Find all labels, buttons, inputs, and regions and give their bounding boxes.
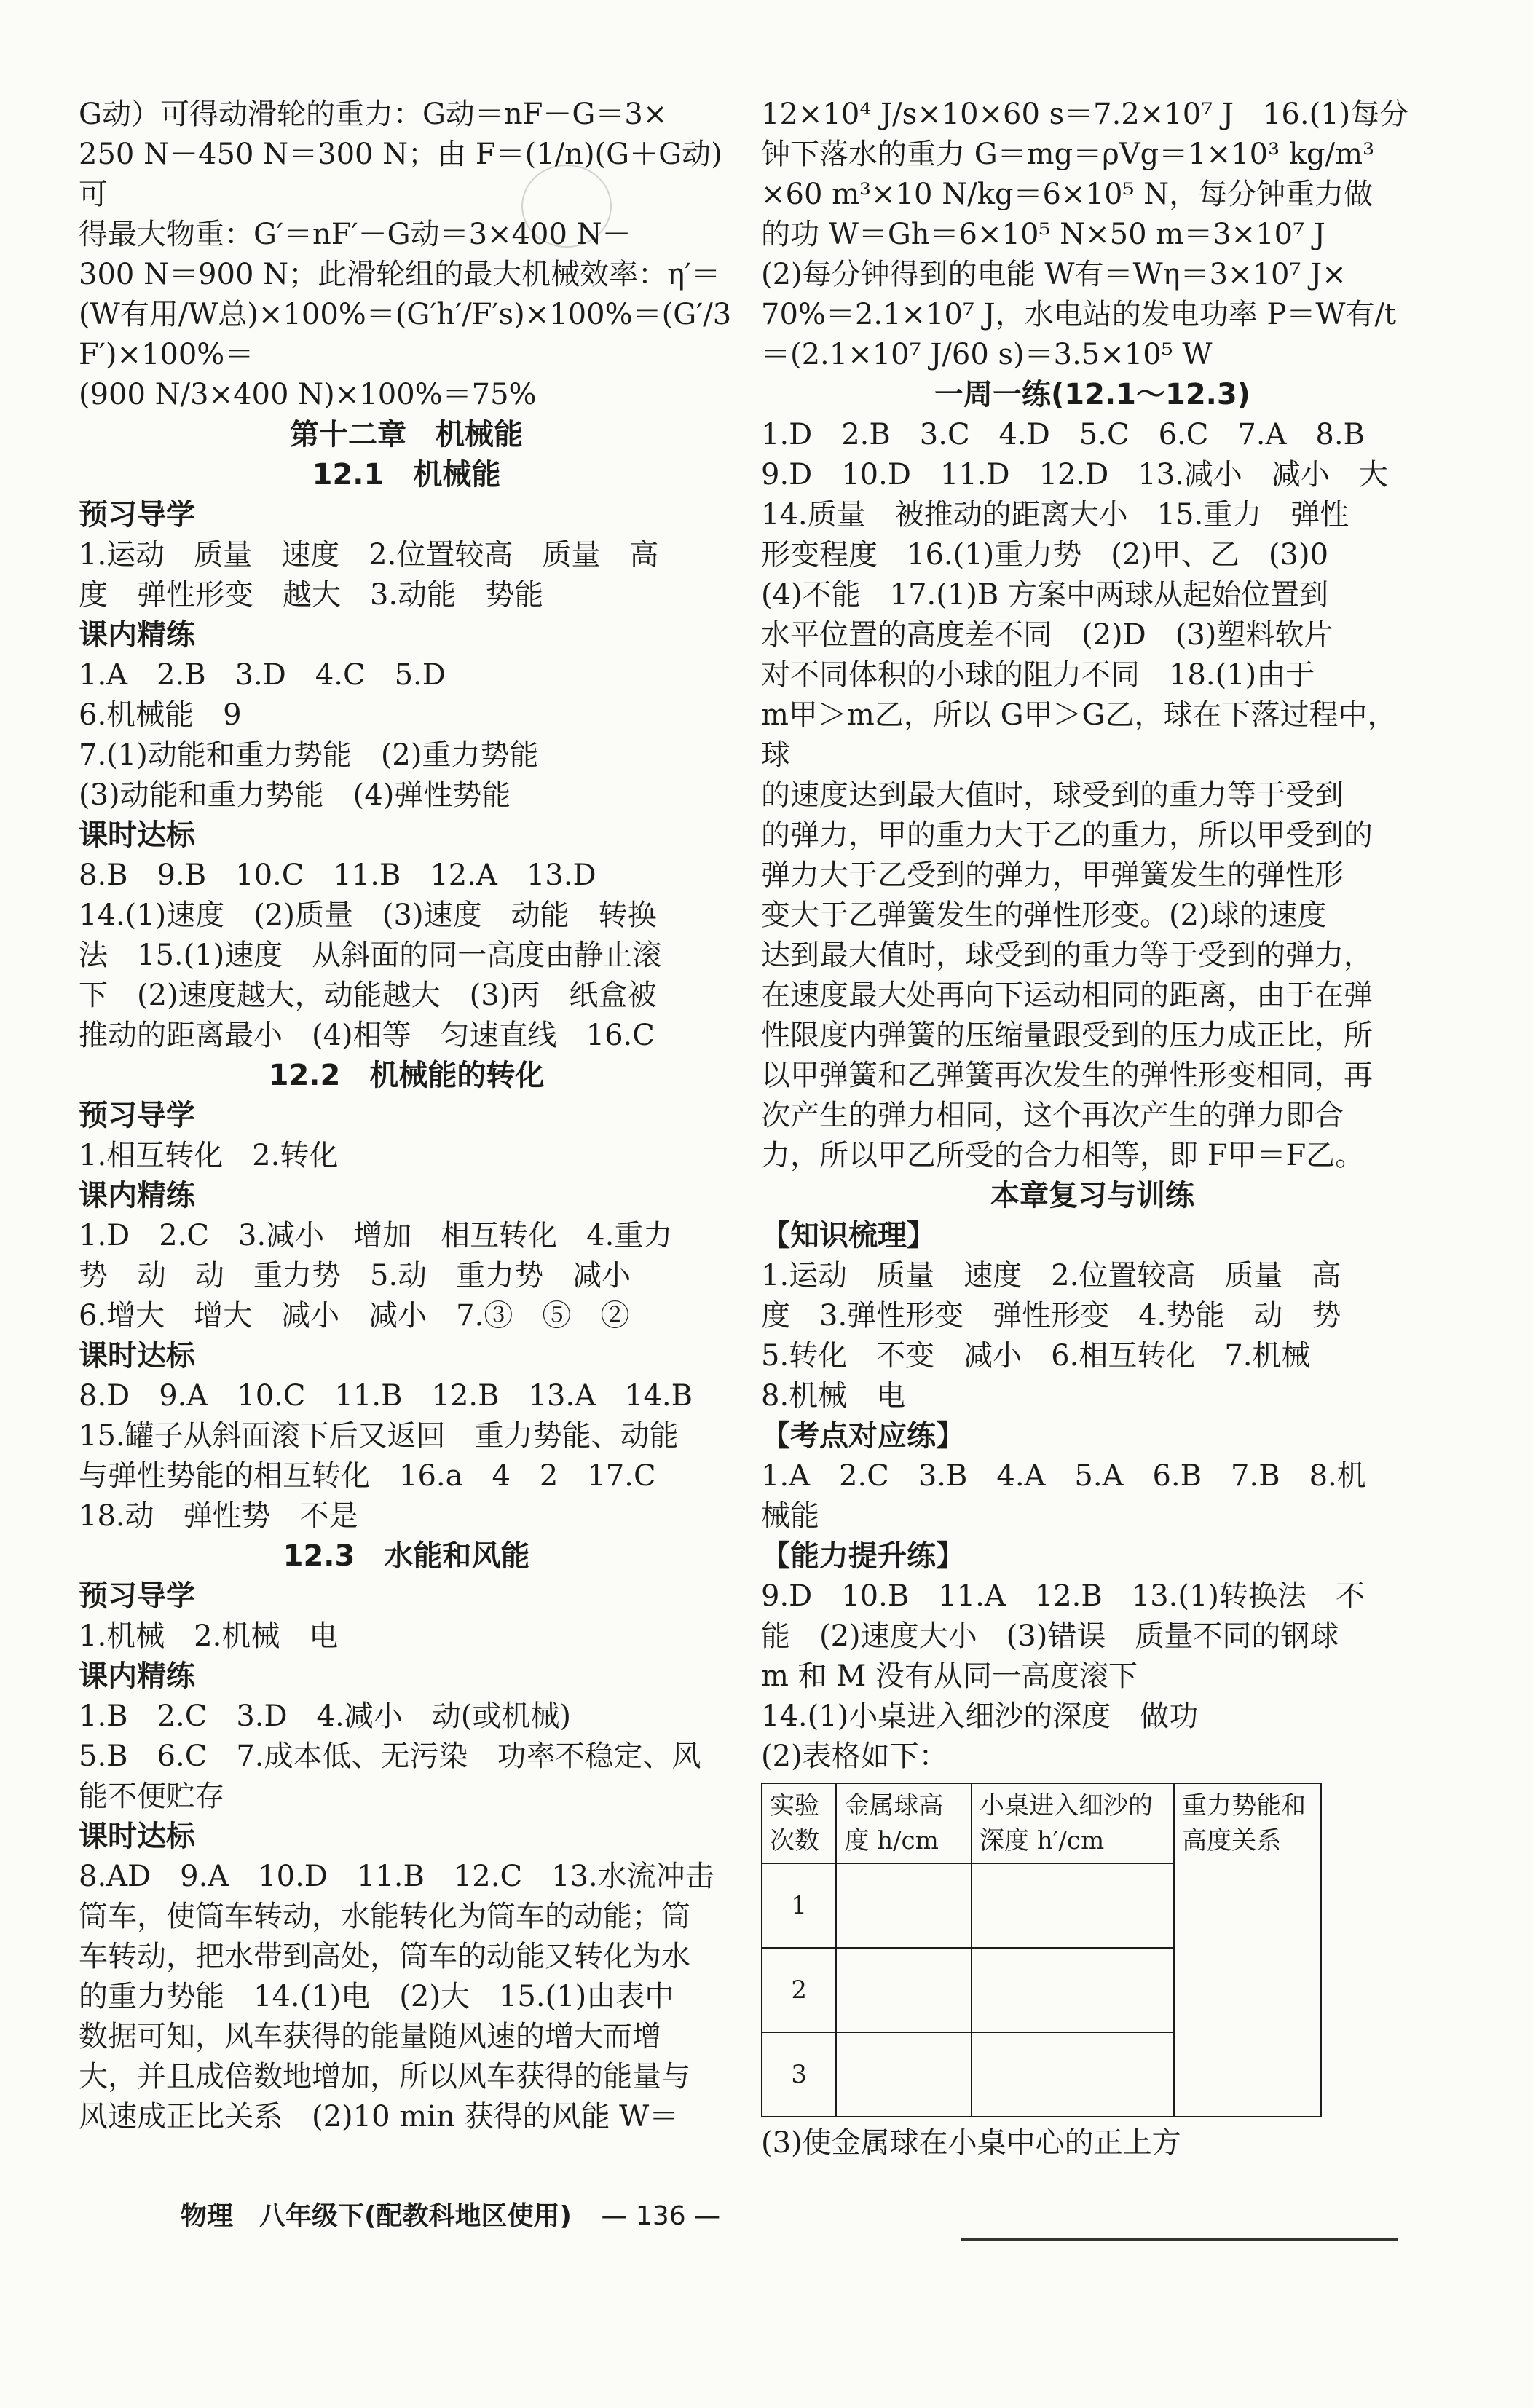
subsection-heading: 预习导学 <box>79 1579 195 1613</box>
right-column-text <box>761 95 1424 1777</box>
table-cell: 2 <box>762 1948 836 2032</box>
subsection-heading: 课内精练 <box>79 1659 195 1693</box>
answer-line: 变大于乙弹簧发生的弹性形变。(2)球的速度 <box>761 899 1327 932</box>
answer-line: 性限度内弹簧的压缩量跟受到的压力成正比，所 <box>761 1019 1373 1052</box>
answer-line: 车转动，把水带到高处，筒车的动能又转化为水 <box>79 1940 690 1973</box>
table-header-row <box>762 1783 1321 1863</box>
answer-line: (4)不能 17.(1)B 方案中两球从起始位置到 <box>761 578 1329 612</box>
section-title: 12.3 水能和风能 <box>283 1539 530 1573</box>
answer-line: 1.B 2.C 3.D 4.减小 动(或机械) <box>79 1700 571 1733</box>
answer-line: 弹力大于乙受到的弹力，甲弹簧发生的弹性形 <box>761 858 1344 892</box>
answer-line: 18.动 弹性势 不是 <box>79 1499 358 1533</box>
answer-line: 8.B 9.B 10.C 11.B 12.A 13.D <box>79 858 596 892</box>
answer-line: (900 N/3×400 N)×100%＝75% <box>79 378 537 411</box>
answer-line: 下 (2)速度越大，动能越大 (3)丙 纸盒被 <box>79 979 657 1012</box>
right-column-text-bottom <box>761 2123 1424 2163</box>
answer-line: (W有用/W总)×100%＝(G′h′/F′s)×100%＝(G′/3F′)×100%＝ <box>79 298 732 371</box>
answer-line: 6.增大 增大 减小 减小 7.③ ⑤ ② <box>79 1299 630 1333</box>
table-header-cell: 金属球高度 h/cm <box>836 1783 972 1863</box>
answer-line: 能 (2)速度大小 (3)错误 质量不同的钢球 <box>761 1619 1339 1653</box>
answer-line: 法 15.(1)速度 从斜面的同一高度由静止滚 <box>79 939 662 972</box>
subsection-heading: 【能力提升练】 <box>761 1539 965 1573</box>
answer-line: 风速成正比关系 (2)10 min 获得的风能 W＝ <box>79 2100 679 2133</box>
answer-line: 推动的距离最小 (4)相等 匀速直线 16.C <box>79 1019 655 1052</box>
answer-line: 14.(1)速度 (2)质量 (3)速度 动能 转换 <box>79 899 657 932</box>
answer-line: 度 弹性形变 越大 3.动能 势能 <box>79 578 544 612</box>
table-cell: 1 <box>762 1863 836 1948</box>
answer-line: 8.机械 电 <box>761 1379 906 1413</box>
answer-line: 数据可知，风车获得的能量随风速的增大而增 <box>79 2020 661 2053</box>
table-header-cell: 重力势能和高度关系 <box>1174 1783 1321 2117</box>
answer-line: m甲＞m乙，所以 G甲＞G乙，球在下落过程中，球 <box>761 698 1397 772</box>
answer-line: 1.A 2.C 3.B 4.A 5.A 6.B 7.B 8.机 <box>761 1459 1366 1493</box>
answer-line: 300 N＝900 N；此滑轮组的最大机械效率：η′＝ <box>79 258 721 291</box>
answer-line: 的弹力，甲的重力大于乙的重力，所以甲受到的 <box>761 818 1373 852</box>
answer-line: (3)使金属球在小桌中心的正上方 <box>761 2126 1181 2160</box>
answer-line: ＝(2.1×10⁷ J/60 s)＝3.5×10⁵ W <box>761 338 1213 371</box>
table-header-cell: 小桌进入细沙的深度 h′/cm <box>972 1783 1174 1863</box>
answer-line: 12×10⁴ J/s×10×60 s＝7.2×10⁷ J 16.(1)每分 <box>761 98 1409 131</box>
answer-line: 在速度最大处再向下运动相同的距离，由于在弹 <box>761 979 1373 1012</box>
answer-line: m 和 M 没有从同一高度滚下 <box>761 1659 1138 1693</box>
answer-line: 1.机械 2.机械 电 <box>79 1619 339 1653</box>
answer-line: 8.AD 9.A 10.D 11.B 12.C 13.水流冲击 <box>79 1860 714 1893</box>
subsection-heading: 课内精练 <box>79 1179 195 1212</box>
subsection-heading: 课时达标 <box>79 818 195 852</box>
table-cell <box>972 1948 1174 2032</box>
answer-line: 5.B 6.C 7.成本低、无污染 功率不稳定、风 <box>79 1740 701 1773</box>
section-title: 一周一练(12.1～12.3) <box>934 378 1250 411</box>
page-number: — 136 — <box>601 2201 721 2231</box>
answer-line: 1.D 2.B 3.C 4.D 5.C 6.C 7.A 8.B <box>761 418 1365 451</box>
answer-line: 6.机械能 9 <box>79 698 242 732</box>
subsection-heading: 课时达标 <box>79 1339 195 1373</box>
experiment-table <box>761 1783 1322 2117</box>
answer-line: 的重力势能 14.(1)电 (2)大 15.(1)由表中 <box>79 1980 674 2013</box>
answer-line: 7.(1)动能和重力势能 (2)重力势能 <box>79 738 539 772</box>
answer-line: 5.转化 不变 减小 6.相互转化 7.机械 <box>761 1339 1311 1373</box>
answer-line: 的速度达到最大值时，球受到的重力等于受到 <box>761 778 1344 812</box>
answer-line: 得最大物重：G′＝nF′－G动＝3×400 N－ <box>79 218 631 251</box>
answer-line: 达到最大值时，球受到的重力等于受到的弹力， <box>761 939 1373 972</box>
subsection-heading: 预习导学 <box>79 1099 195 1132</box>
answer-line: 15.罐子从斜面滚下后又返回 重力势能、动能 <box>79 1419 679 1453</box>
left-column <box>79 95 734 2137</box>
footer-rule <box>961 2238 1398 2241</box>
answer-line: 1.A 2.B 3.D 4.C 5.D <box>79 658 446 692</box>
footer-title: 物理 八年级下(配教科地区使用) <box>181 2201 572 2231</box>
subsection-heading: 预习导学 <box>79 498 195 532</box>
answer-line: 与弹性势能的相互转化 16.a 4 2 17.C <box>79 1459 656 1493</box>
table-cell <box>972 1863 1174 1948</box>
answer-line: 次产生的弹力相同，这个再次产生的弹力即合 <box>761 1099 1344 1132</box>
answer-line: 250 N－450 N＝300 N；由 F＝(1/n)(G＋G动) 可 <box>79 138 732 211</box>
answer-line: (3)动能和重力势能 (4)弹性势能 <box>79 778 511 812</box>
chapter-title: 第十二章 机械能 <box>290 418 523 451</box>
subsection-heading: 【知识梳理】 <box>761 1219 936 1252</box>
answer-line: 8.D 9.A 10.C 11.B 12.B 13.A 14.B <box>79 1379 693 1413</box>
answer-line: 械能 <box>761 1499 819 1533</box>
answer-line: 力，所以甲乙所受的合力相等，即 F甲＝F乙。 <box>761 1139 1365 1172</box>
table-header-cell: 实验次数 <box>762 1783 836 1863</box>
answer-line: 14.质量 被推动的距离大小 15.重力 弹性 <box>761 498 1349 532</box>
section-title: 12.1 机械能 <box>312 458 501 492</box>
answer-line: 14.(1)小桌进入细沙的深度 做功 <box>761 1700 1199 1733</box>
answer-line: 度 3.弹性形变 弹性形变 4.势能 动 势 <box>761 1299 1341 1333</box>
right-column <box>761 95 1424 2163</box>
subsection-heading: 【考点对应练】 <box>761 1419 965 1453</box>
table-cell <box>836 2032 972 2117</box>
answer-line: 1.运动 质量 速度 2.位置较高 质量 高 <box>761 1259 1341 1292</box>
answer-line: 形变程度 16.(1)重力势 (2)甲、乙 (3)0 <box>761 538 1329 572</box>
subsection-heading: 课内精练 <box>79 618 195 652</box>
table-cell <box>836 1948 972 2032</box>
answer-line: 钟下落水的重力 G＝mg＝ρVg＝1×10³ kg/m³ <box>761 138 1375 171</box>
table-cell: 3 <box>762 2032 836 2117</box>
section-title: 12.2 机械能的转化 <box>268 1059 545 1092</box>
answer-line: 9.D 10.D 11.D 12.D 13.减小 减小 大 <box>761 458 1388 492</box>
answer-line: 筒车，使筒车转动，水能转化为筒车的动能；筒 <box>79 1900 690 1933</box>
page-footer <box>79 2195 1411 2233</box>
table-cell <box>836 1863 972 1948</box>
answer-line: 大，并且成倍数地增加，所以风车获得的能量与 <box>79 2060 690 2093</box>
subsection-heading: 课时达标 <box>79 1820 195 1853</box>
answer-line: 能不便贮存 <box>79 1780 224 1813</box>
answer-line: 以甲弹簧和乙弹簧再次发生的弹性形变相同，再 <box>761 1059 1373 1092</box>
answer-line: 势 动 动 重力势 5.动 重力势 减小 <box>79 1259 631 1292</box>
answer-line: 1.D 2.C 3.减小 增加 相互转化 4.重力 <box>79 1219 673 1252</box>
answer-line: (2)表格如下： <box>761 1740 948 1773</box>
answer-line: 9.D 10.B 11.A 12.B 13.(1)转换法 不 <box>761 1579 1365 1613</box>
answer-line: 的功 W＝Gh＝6×10⁵ N×50 m＝3×10⁷ J <box>761 218 1325 251</box>
answer-line: G动）可得动滑轮的重力：G动＝nF－G＝3× <box>79 98 668 131</box>
answer-line: 1.相互转化 2.转化 <box>79 1139 339 1172</box>
answer-line: 70%＝2.1×10⁷ J，水电站的发电功率 P＝W有/t <box>761 298 1397 331</box>
table-cell <box>972 2032 1174 2117</box>
answer-line: (2)每分钟得到的电能 W有＝Wη＝3×10⁷ J× <box>761 258 1347 291</box>
answer-line: 1.运动 质量 速度 2.位置较高 质量 高 <box>79 538 659 572</box>
answer-line: 对不同体积的小球的阻力不同 18.(1)由于 <box>761 658 1315 692</box>
answer-line: ×60 m³×10 N/kg＝6×10⁵ N，每分钟重力做 <box>761 178 1374 211</box>
section-title: 本章复习与训练 <box>990 1179 1194 1212</box>
answer-line: 水平位置的高度差不同 (2)D (3)塑料软片 <box>761 618 1333 652</box>
